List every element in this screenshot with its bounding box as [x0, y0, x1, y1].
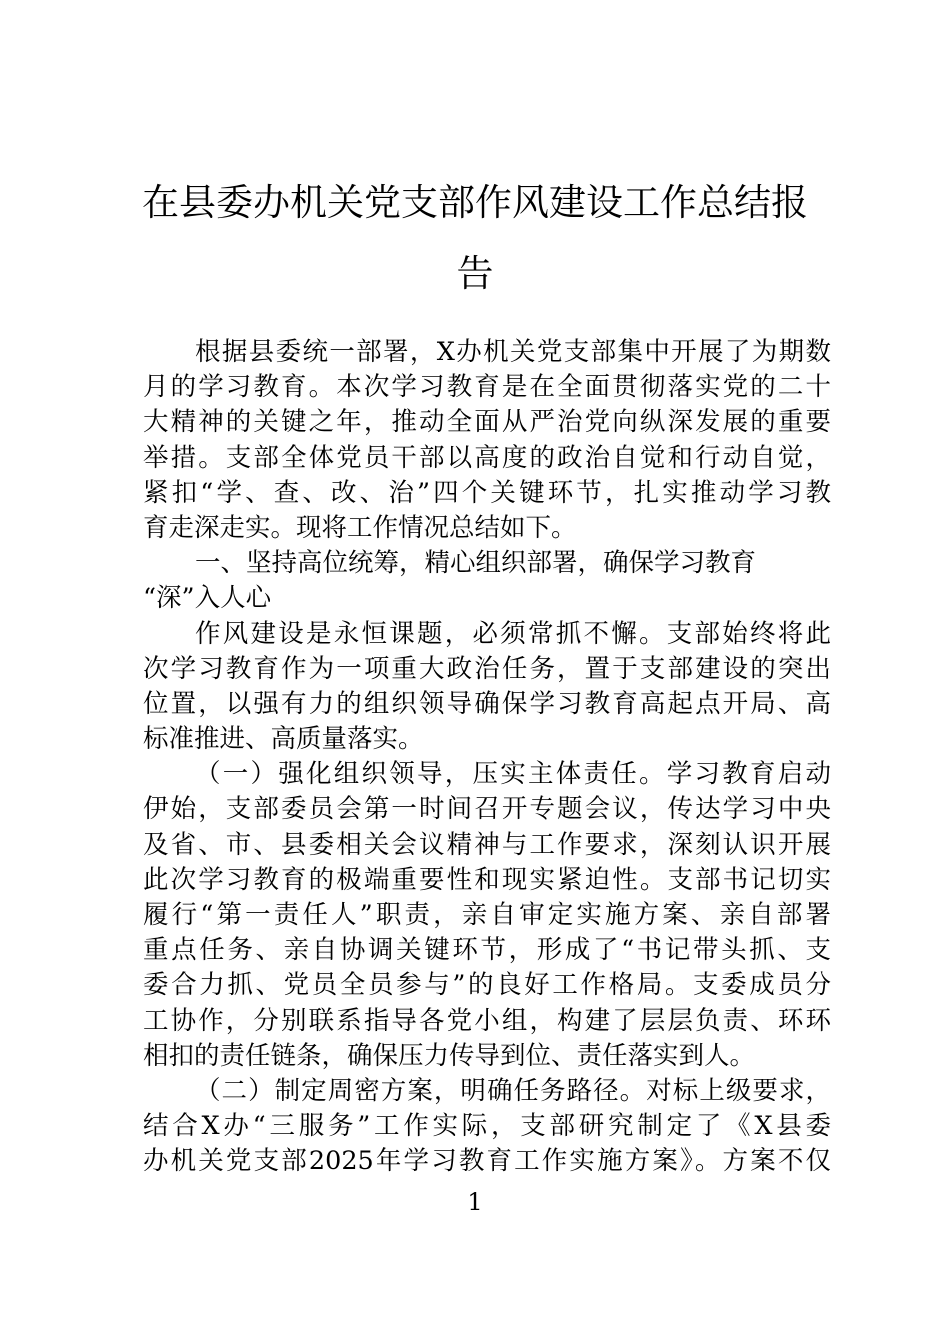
paragraph-line: 位置，以强有力的组织领导确保学习教育高起点开局、高 [143, 688, 831, 719]
document-body [143, 335, 831, 1180]
document-title: 在县委办机关党支部作风建设工作总结报 [142, 181, 808, 224]
paragraph-line: 相扣的责任链条，确保压力传导到位、责任落实到人。 [143, 1040, 756, 1071]
section-heading: 一、坚持高位统筹，精心组织部署，确保学习教育 [195, 548, 757, 579]
paragraph-line: 大精神的关键之年，推动全面从严治党向纵深发展的重要 [143, 407, 831, 438]
paragraph-line: 办机关党支部2025年学习教育工作实施方案》。方案不仅 [143, 1146, 831, 1177]
paragraph-line: 结合X办“三服务”工作实际，支部研究制定了《X县委 [143, 1111, 831, 1142]
page-number: 1 [467, 1188, 483, 1216]
paragraph-line: 此次学习教育的极端重要性和现实紧迫性。支部书记切实 [143, 864, 831, 895]
paragraph-line: 月的学习教育。本次学习教育是在全面贯彻落实党的二十 [143, 372, 831, 403]
document-title-continued: 告 [456, 252, 494, 295]
paragraph-line: 紧扣“学、查、改、治”四个关键环节，扎实推动学习教 [143, 477, 831, 508]
paragraph-line: 履行“第一责任人”职责，亲自审定实施方案、亲自部署 [143, 900, 831, 930]
section-heading-continued: “深”入人心 [143, 583, 272, 614]
paragraph-line: 作风建设是永恒课题，必须常抓不懈。支部始终将此 [195, 618, 831, 649]
paragraph-line: 委合力抓、党员全员参与”的良好工作格局。支委成员分 [143, 970, 831, 1001]
paragraph-line: 举措。支部全体党员干部以高度的政治自觉和行动自觉， [143, 442, 831, 473]
paragraph-line: 重点任务、亲自协调关键环节，形成了“书记带头抓、支 [143, 935, 831, 966]
paragraph-line: 及省、市、县委相关会议精神与工作要求，深刻认识开展 [143, 829, 831, 860]
paragraph-line: （二）制定周密方案，明确任务路径。对标上级要求， [195, 1075, 831, 1106]
paragraph-line: 伊始，支部委员会第一时间召开专题会议，传达学习中央 [143, 794, 831, 825]
paragraph-line: 次学习教育作为一项重大政治任务，置于支部建设的突出 [143, 653, 831, 684]
paragraph-line: 标准推进、高质量落实。 [143, 724, 424, 755]
paragraph-line: 工协作，分别联系指导各党小组，构建了层层负责、环环 [143, 1005, 831, 1036]
paragraph-line: 根据县委统一部署，X办机关党支部集中开展了为期数 [195, 337, 831, 367]
paragraph-line: 育走深走实。现将工作情况总结如下。 [143, 512, 577, 543]
paragraph-line: （一）强化组织领导，压实主体责任。学习教育启动 [195, 759, 831, 790]
